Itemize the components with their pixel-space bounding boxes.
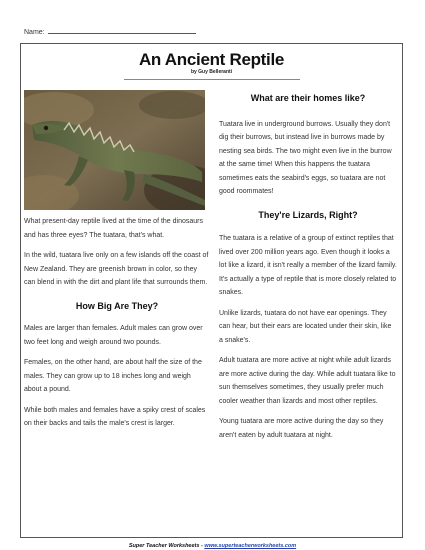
worksheet-title: An Ancient Reptile [138, 50, 285, 69]
footer [0, 543, 425, 549]
footer-separator: - [199, 543, 205, 549]
name-blank-line[interactable] [48, 27, 196, 34]
right-column [219, 92, 397, 449]
byline: by Guy Belleranti [190, 69, 233, 75]
tuatara-illustration [24, 90, 205, 210]
males-paragraph: Males are larger than females. Adult males can grow over two feet long and weigh around two pounds. [24, 325, 203, 346]
burrows-paragraph: Tuatara live in underground burrows. Usually they don't dig their burrows, but instead live in burrows made by nesting sea birds. The two might even live in the burrow at the same time! When this happens the tuatara sometimes eats the seabird's eggs, so tuatara are not good roommates! [219, 120, 392, 195]
footer-url-link[interactable]: www.superteacherworksheets.com [204, 543, 297, 549]
heading-how-big: How Big Are They? [75, 300, 159, 311]
footer-brand: Super Teacher Worksheets [128, 543, 200, 549]
crest-paragraph: While both males and females have a spiky crest of scales on their backs and tails the male's crest is larger. [24, 406, 206, 427]
females-paragraph: Females, on the other hand, are about half the size of the males. They can grow up to 18 inches long and weigh about a pound. [24, 359, 202, 393]
ears-paragraph: Unlike lizards, tuatara do not have ear openings. They can hear, but their ears are located under their skin, like a snake's. [219, 309, 392, 344]
name-field-row [24, 27, 196, 36]
intro-paragraph: What present-day reptile lived at the time of the dinosaurs and has three eyes? The tuatara, that's what. [24, 218, 203, 239]
activity-paragraph: Adult tuatara are more active at night while adult lizards are more active during the day. While adult tuatara like to sun themselves sometimes, they usually prefer much cooler weather than lizards and most other reptiles. [219, 357, 396, 405]
young-paragraph: Young tuatara are more active during the day so they aren't eaten by adult tuatara at night. [219, 418, 384, 439]
heading-homes: What are their homes like? [250, 93, 366, 103]
left-column [24, 215, 210, 438]
name-label: Name: [24, 29, 45, 36]
heading-lizards: They're Lizards, Right? [258, 209, 358, 220]
tuatara-photo [24, 90, 205, 210]
habitat-paragraph: In the wild, tuatara live only on a few islands off the coast of New Zealand. They are greenish brown in color, so they can blend in with the dirt and plant life that surrounds them. [24, 252, 209, 286]
title-rule [124, 79, 300, 80]
relative-paragraph: The tuatara is a relative of a group of extinct reptiles that lived over 200 million years ago. Even though it looks a lot like a lizard, it isn't really a member of the lizard family. It's actually a type of reptile that is more closely related to snakes. [219, 235, 397, 296]
